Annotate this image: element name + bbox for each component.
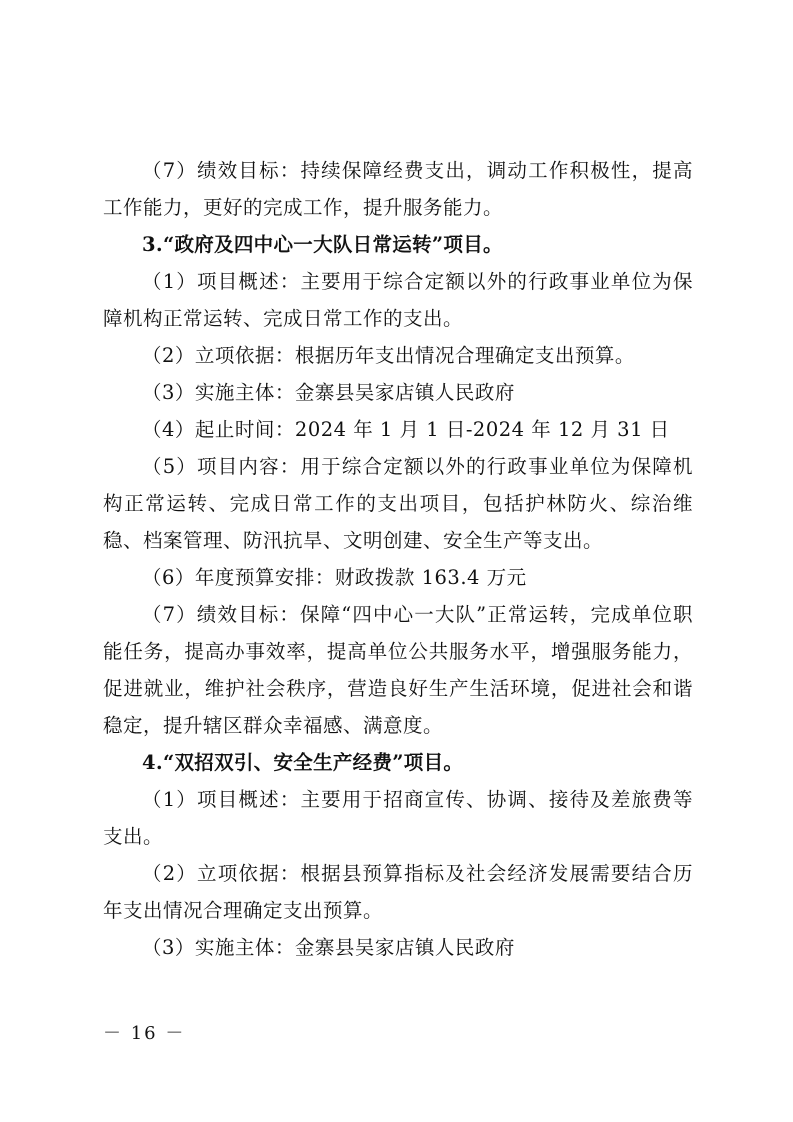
paragraph-project-overview: （1）项目概述：主要用于综合定额以外的行政事业单位为保障机构正常运转、完成日常工作的支出。 — [103, 270, 693, 330]
paragraph-performance-goal-prev: （7）绩效目标：持续保障经费支出，调动工作积极性，提高工作能力，更好的完成工作，提升服务能力。 — [103, 159, 693, 219]
paragraph-project4-basis: （2）立项依据：根据县预算指标及社会经济发展需要结合历年支出情况合理确定支出预算。 — [103, 862, 693, 922]
heading-project-4: 4.“双招双引、安全生产经费”项目。 — [142, 751, 464, 774]
paragraph-project-content: （5）项目内容：用于综合定额以外的行政事业单位为保障机构正常运转、完成日常工作的支出项目，包括护林防火、综治维稳、档案管理、防汛抗旱、文明创建、安全生产等支出。 — [103, 455, 693, 552]
document-body — [103, 152, 693, 966]
paragraph-project4-body: （3）实施主体：金寨县吴家店镇人民政府 — [142, 936, 515, 959]
paragraph-performance-goal: （7）绩效目标：保障“四中心一大队”正常运转，完成单位职能任务，提高办事效率，提高单位公共服务水平，增强服务能力，促进就业，维护社会秩序，营造良好生产生活环境，促进社会和谐稳定，提升辖区群众幸福感、满意度。 — [103, 603, 693, 737]
paragraph-project-basis: （2）立项依据：根据历年支出情况合理确定支出预算。 — [142, 344, 635, 367]
paragraph-annual-budget: （6）年度预算安排：财政拨款 163.4 万元 — [142, 566, 527, 589]
page-number: － 16 － — [103, 1023, 186, 1044]
paragraph-project4-overview: （1）项目概述：主要用于招商宣传、协调、接待及差旅费等支出。 — [103, 788, 693, 848]
paragraph-duration: （4）起止时间：2024 年 1 月 1 日-2024 年 12 月 31 日 — [142, 418, 670, 441]
heading-project-3: 3.“政府及四中心一大队日常运转”项目。 — [142, 233, 503, 256]
paragraph-implementing-body: （3）实施主体：金寨县吴家店镇人民政府 — [142, 381, 515, 404]
